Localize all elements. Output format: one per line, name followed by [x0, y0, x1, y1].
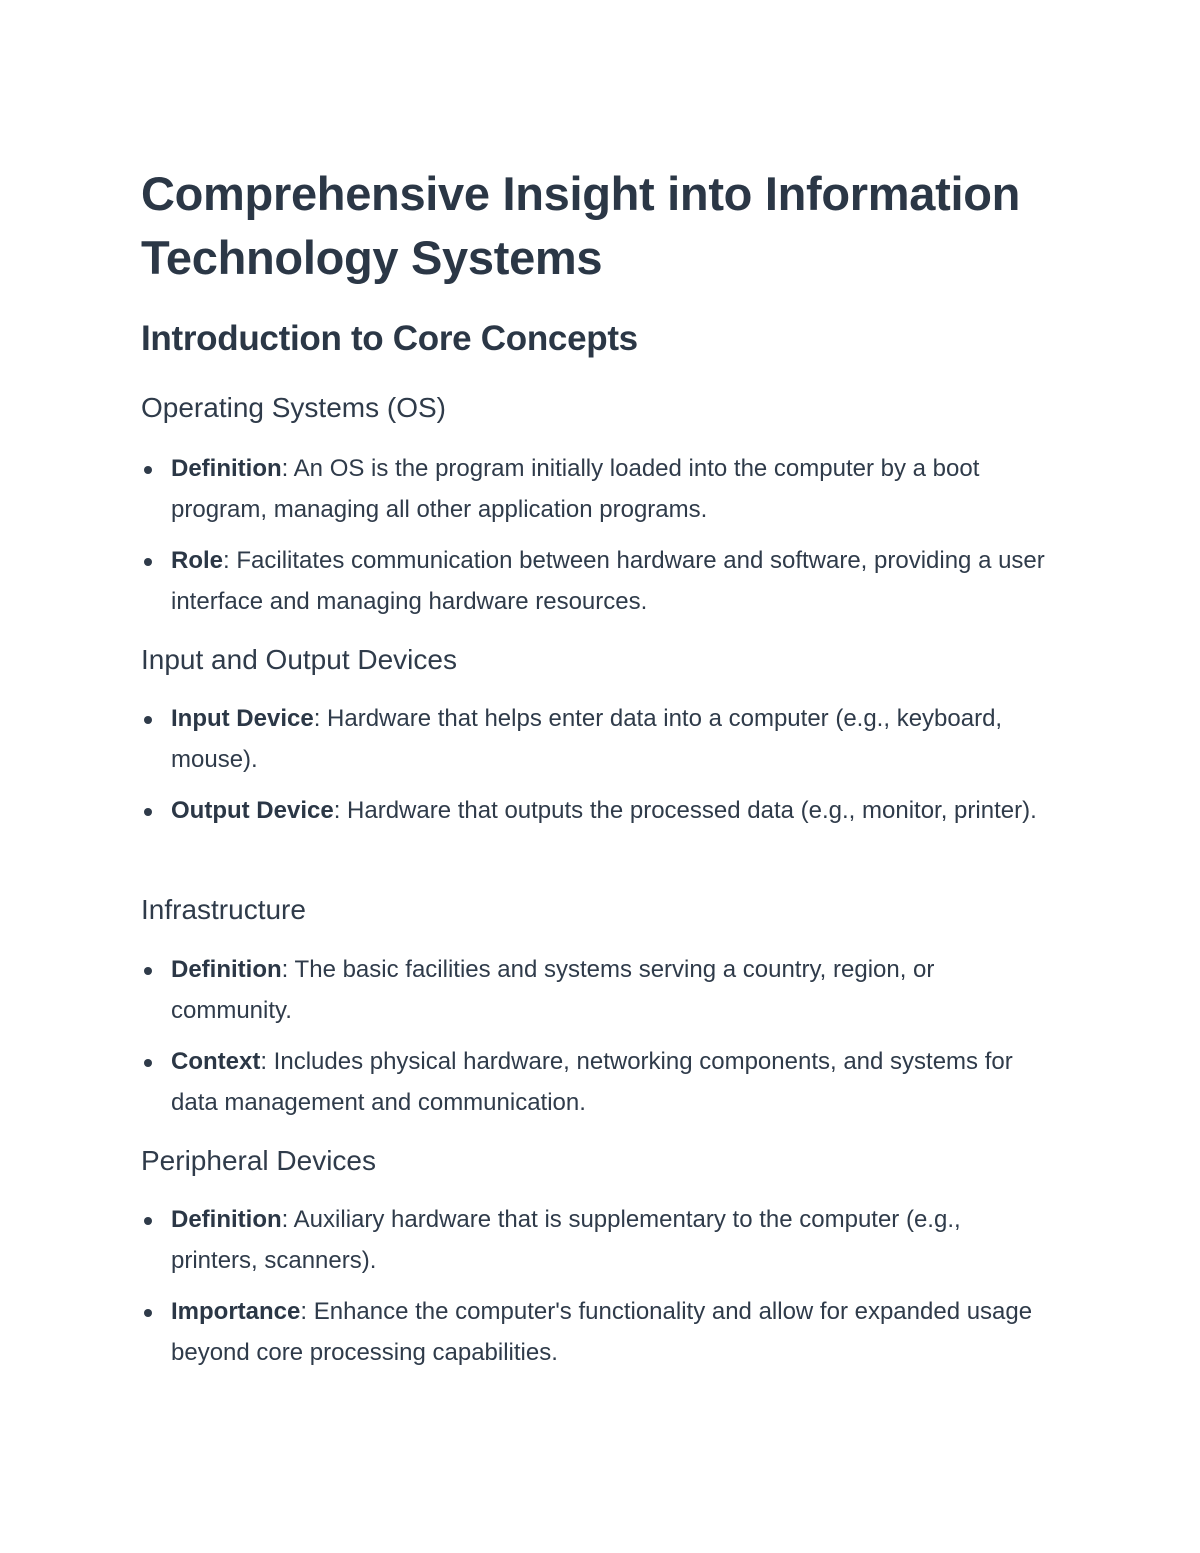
subsection-heading-operating-systems: Operating Systems (OS): [141, 392, 446, 423]
list-item: [141, 791, 1051, 832]
list-item: [141, 950, 1051, 1031]
bullet-term: Importance: [171, 1298, 301, 1325]
bullet-text: : An OS is the program initially loaded into the computer by a boot program, managing all other application programs.: [171, 455, 980, 523]
list-item: [141, 1292, 1051, 1373]
list-item: [141, 449, 1051, 530]
bullet-text: : Facilitates communication between hardware and software, providing a user interface and managing hardware resources.: [171, 547, 1045, 615]
bullet-list-io-devices: [141, 699, 1051, 843]
bullet-term: Definition: [171, 1206, 282, 1233]
list-item: [141, 1200, 1051, 1281]
bullet-text: : Auxiliary hardware that is supplementary to the computer (e.g., printers, scanners).: [171, 1206, 961, 1274]
list-item: [141, 699, 1051, 780]
subsection-heading-io-devices: Input and Output Devices: [141, 644, 457, 675]
section-title: Introduction to Core Concepts: [141, 319, 638, 358]
bullet-text: : The basic facilities and systems serving a country, region, or community.: [171, 956, 935, 1024]
subsection-heading-peripheral-devices: Peripheral Devices: [141, 1145, 376, 1176]
bullet-term: Definition: [171, 455, 282, 482]
list-item: [141, 541, 1051, 622]
bullet-term: Role: [171, 547, 224, 574]
bullet-list-operating-systems: [141, 449, 1051, 633]
bullet-term: Output Device: [171, 797, 334, 824]
list-item: [141, 1042, 1051, 1123]
bullet-text: : Enhance the computer's functionality and allow for expanded usage beyond core processing capabilities.: [171, 1298, 1033, 1366]
bullet-term: Definition: [171, 956, 282, 983]
document-title: Comprehensive Insight into Information Technology Systems: [141, 167, 1021, 284]
bullet-term: Context: [171, 1048, 261, 1075]
bullet-text: : Includes physical hardware, networking components, and systems for data management and communication.: [171, 1048, 1013, 1116]
bullet-list-infrastructure: [141, 950, 1051, 1134]
bullet-text: : Hardware that outputs the processed data (e.g., monitor, printer).: [333, 797, 1037, 824]
bullet-text: : Hardware that helps enter data into a computer (e.g., keyboard, mouse).: [171, 705, 1003, 773]
subsection-heading-infrastructure: Infrastructure: [141, 894, 306, 925]
bullet-list-peripheral-devices: [141, 1200, 1051, 1384]
bullet-term: Input Device: [171, 705, 314, 732]
